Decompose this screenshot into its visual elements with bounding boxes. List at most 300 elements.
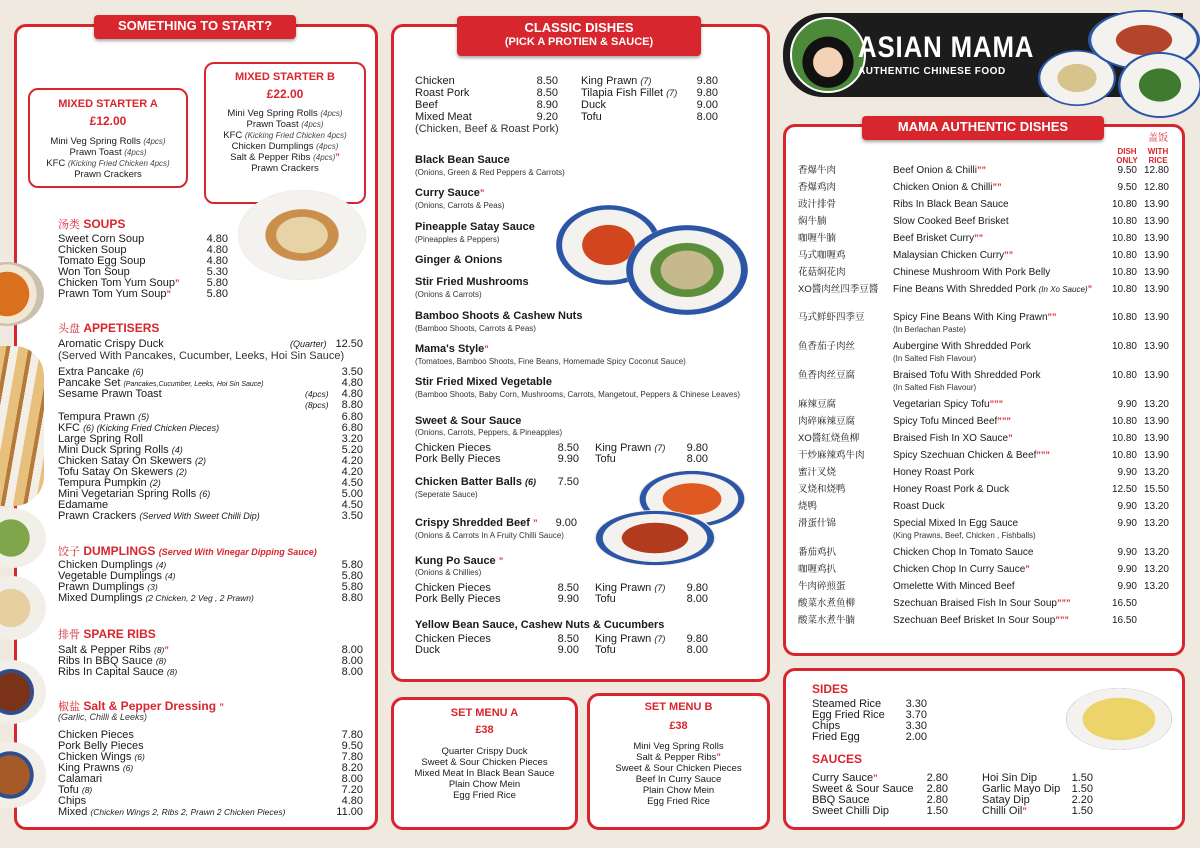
chilli-icon bbox=[1088, 284, 1093, 294]
option-name: Chicken Pieces bbox=[415, 633, 491, 645]
menu-item-name: KFC bbox=[58, 422, 80, 434]
option-note: (7) bbox=[654, 443, 666, 453]
sauce-label: Curry Sauce bbox=[415, 187, 480, 199]
dish-label: Ribs In Black Bean Sauce bbox=[893, 199, 1009, 210]
dish-name bbox=[893, 233, 983, 244]
yellow-name: Yellow Bean Sauce, Cashew Nuts & Cucumbers bbox=[415, 619, 665, 631]
protein-price: 9.80 bbox=[696, 87, 718, 99]
dish-zh: 叉烧和烧鸭 bbox=[798, 484, 846, 495]
dish-name bbox=[893, 581, 1015, 592]
menu-item-price: 8.00 bbox=[341, 773, 363, 785]
set-menu-item-label: Sweet & Sour Chicken Pieces bbox=[421, 757, 548, 768]
starter-item-name: Prawn Toast bbox=[246, 119, 299, 130]
menu-item-name: Calamari bbox=[58, 773, 103, 785]
dish-rice-price: 13.90 bbox=[1143, 233, 1169, 244]
menu-item-price: 4.50 bbox=[341, 499, 363, 511]
set-menu-item bbox=[587, 785, 770, 796]
duck-price: 12.50 bbox=[335, 338, 363, 350]
menu-item-name: Chicken Soup bbox=[58, 244, 127, 256]
sauce-note: (Bamboo Shoots, Baby Corn, Mushrooms, Carrots, Mangetout, Peppers & Chinese Leaves) bbox=[415, 390, 741, 399]
menu-item-price: 4.80 bbox=[341, 377, 363, 389]
dish-label: Chicken Onion & Chilli bbox=[893, 182, 993, 193]
protein-name: Roast Pork bbox=[415, 87, 470, 99]
starter-b-price: £22.00 bbox=[266, 87, 304, 101]
protein-name: Beef bbox=[415, 99, 438, 111]
menu-item-note: (2) bbox=[194, 456, 206, 466]
menu-item bbox=[58, 389, 162, 400]
sauce-note: (Onions, Green & Red Peppers & Carrots) bbox=[415, 168, 565, 177]
menu-item-name: Chilli Oil bbox=[982, 805, 1023, 817]
menu-item-price: 2.80 bbox=[926, 794, 948, 806]
starter-item-note: (Kicking Fried Chicken 4pcs) bbox=[67, 159, 170, 168]
dish-only-price: 10.80 bbox=[1111, 267, 1137, 278]
menu-item-note: (2) bbox=[176, 467, 188, 477]
menu-item-name: Pancake Set bbox=[58, 377, 121, 389]
dish-name bbox=[893, 199, 1009, 210]
dish-name bbox=[893, 165, 986, 176]
setA-title: SET MENU A bbox=[450, 707, 519, 719]
protein-note: (7) bbox=[666, 88, 678, 98]
batter-price: 7.50 bbox=[557, 476, 579, 488]
dish-name bbox=[893, 467, 974, 478]
menu-item-note: (2 Chicken, 2 Veg , 2 Prawn) bbox=[145, 593, 254, 603]
protein-name bbox=[581, 112, 602, 123]
menu-item-price: 1.50 bbox=[1071, 783, 1093, 795]
dish-only-price: 10.80 bbox=[1111, 416, 1137, 427]
sauce-name bbox=[415, 155, 510, 166]
dish-zh: 马式咖喱鸡 bbox=[798, 250, 846, 261]
set-menu-item-label: Quarter Crispy Duck bbox=[441, 746, 528, 757]
dish-only-price: 10.80 bbox=[1111, 450, 1137, 461]
saltpepper-heading: 椒盐 Salt & Pepper Dressing ” bbox=[58, 698, 224, 714]
sauce-name bbox=[415, 377, 552, 388]
batter-sub: (Seperate Sauce) bbox=[415, 490, 478, 499]
menu-item-note: (4) bbox=[155, 560, 167, 570]
protein-label: Duck bbox=[581, 99, 607, 111]
dish-label: Szechuan Beef Brisket In Sour Soup bbox=[893, 615, 1056, 626]
sauce-note: (Onions, Carrots & Peas) bbox=[415, 201, 505, 210]
menu-item-price: 5.80 bbox=[341, 570, 363, 582]
option-name: Duck bbox=[415, 644, 441, 656]
menu-item-price: 3.30 bbox=[905, 698, 927, 710]
dish-zh: 烧鸭 bbox=[798, 501, 818, 512]
dish-rice-price: 13.90 bbox=[1143, 216, 1169, 227]
option-name bbox=[595, 594, 616, 605]
protein-price: 8.50 bbox=[536, 75, 558, 87]
menu-item-price: 1.50 bbox=[1071, 805, 1093, 817]
dish-label: Braised Fish In XO Sauce bbox=[893, 433, 1009, 444]
dish-zh: 鱼香茄子肉丝 bbox=[798, 341, 856, 352]
set-menu-item-label: Mixed Meat In Black Bean Sauce bbox=[414, 768, 555, 779]
dish-rice-price: 13.90 bbox=[1143, 341, 1169, 352]
starter-item bbox=[206, 163, 364, 174]
dish-name bbox=[893, 450, 1050, 461]
menu-item-price: 3.70 bbox=[905, 709, 927, 721]
menu-item-price: 4.80 bbox=[206, 244, 228, 256]
sauce-label: Mama's Style bbox=[415, 343, 485, 355]
dish-name bbox=[893, 216, 1009, 227]
menu-item-price: 8.80 bbox=[341, 399, 363, 411]
protein-name: Mixed Meat bbox=[415, 111, 472, 123]
option-name: Chicken Pieces bbox=[415, 442, 491, 454]
dish-only-price: 9.90 bbox=[1117, 564, 1137, 575]
menu-item bbox=[58, 667, 177, 678]
dish-only-price: 10.80 bbox=[1111, 284, 1137, 295]
dish-only-price: 10.80 bbox=[1111, 370, 1137, 381]
menu-item-name: Chicken Satay On Skewers bbox=[58, 455, 192, 467]
sides-heading: SIDES bbox=[812, 682, 849, 696]
dish-only-price: 10.80 bbox=[1111, 233, 1137, 244]
menu-item-name: Steamed Rice bbox=[812, 698, 882, 710]
sauce-name bbox=[415, 222, 535, 233]
set-menu-item bbox=[587, 796, 770, 807]
menu-item-note: (3) bbox=[147, 582, 158, 592]
set-menu-item-label: Beef In Curry Sauce bbox=[635, 774, 722, 785]
dish-label: Chicken Chop In Curry Sauce bbox=[893, 564, 1026, 575]
starter-item-name: Prawn Crackers bbox=[74, 169, 142, 180]
chilli-icon bbox=[999, 399, 1004, 409]
menu-item-price: 2.80 bbox=[926, 783, 948, 795]
option-price: 8.00 bbox=[686, 644, 708, 656]
classic-banner: CLASSIC DISHES (PICK A PROTIEN & SAUCE) bbox=[457, 16, 701, 56]
starter-item bbox=[206, 141, 364, 152]
dish-zh: 番茄鸡扒 bbox=[798, 547, 837, 558]
menu-item-price: 9.50 bbox=[341, 740, 363, 752]
menu-item-note: (8) bbox=[155, 656, 167, 666]
set-menu-item-label: Egg Fried Rice bbox=[453, 790, 516, 801]
option-note: (7) bbox=[654, 583, 666, 593]
appetiser-image bbox=[0, 346, 44, 506]
menu-item-note: (6) bbox=[132, 367, 144, 377]
option-price: 8.50 bbox=[557, 633, 579, 645]
shredded-note: (Onions & Carrots In A Fruity Chilli Sauce) bbox=[415, 531, 564, 540]
menu-item-note: (8) bbox=[166, 667, 178, 677]
dish-only-price: 10.80 bbox=[1111, 216, 1137, 227]
dish-rice-price: 13.90 bbox=[1143, 370, 1169, 381]
menu-item-name: Pork Belly Pieces bbox=[58, 740, 144, 752]
soups-heading: 汤类 SOUPS bbox=[58, 217, 126, 231]
option-price: 9.00 bbox=[557, 644, 579, 656]
menu-item-price: 4.80 bbox=[341, 388, 363, 400]
dish-name bbox=[893, 399, 1003, 410]
dish-zh: 马式鲜虾四季豆 bbox=[798, 312, 865, 323]
menu-item-price: 2.80 bbox=[926, 772, 948, 784]
option-name: Pork Belly Pieces bbox=[415, 453, 501, 465]
menu-item bbox=[58, 807, 285, 818]
menu-item-name: Ribs In Capital Sauce bbox=[58, 666, 164, 678]
dish-zh: 酸菜水煮鱼柳 bbox=[798, 598, 856, 609]
dish-label: Fine Beans With Shredded Pork bbox=[893, 284, 1036, 295]
dish-only-price: 9.90 bbox=[1117, 581, 1137, 592]
protein-label: Tofu bbox=[581, 111, 602, 123]
classic-dish-image-2 bbox=[626, 225, 748, 315]
dish-zh: 焖牛腩 bbox=[798, 216, 827, 227]
dish-zh: 麻辣豆腐 bbox=[798, 399, 837, 410]
dish-only-price: 10.80 bbox=[1111, 250, 1137, 261]
dish-label: Omelette With Minced Beef bbox=[893, 581, 1015, 592]
set-menu-item bbox=[391, 746, 578, 757]
starter-b-box bbox=[204, 62, 366, 204]
dish-name bbox=[893, 518, 1018, 529]
dish-name bbox=[893, 484, 1009, 495]
menu-item bbox=[58, 593, 254, 604]
menu-item-price: 5.80 bbox=[341, 581, 363, 593]
menu-item-price: 6.80 bbox=[341, 422, 363, 434]
dish-rice-price: 13.90 bbox=[1143, 450, 1169, 461]
dish-note: (In Xo Sauce) bbox=[1038, 285, 1088, 294]
chilli-icon bbox=[164, 645, 169, 655]
menu-item-name: Tofu Satay On Skewers bbox=[58, 466, 173, 478]
dish-rice-price: 13.90 bbox=[1143, 312, 1169, 323]
menu-item-name: Garlic Mayo Dip bbox=[982, 783, 1061, 795]
chilli-icon bbox=[1022, 806, 1027, 816]
starter-item bbox=[30, 136, 186, 147]
dish-only-price: 9.90 bbox=[1117, 547, 1137, 558]
chilli-icon bbox=[1064, 615, 1069, 625]
menu-item-note: (6) bbox=[122, 763, 134, 773]
dish-label: Beef Onion & Chilli bbox=[893, 165, 977, 176]
starter-item-name: KFC bbox=[223, 130, 243, 141]
starter-a-title: MIXED STARTER A bbox=[58, 98, 158, 110]
menu-item-price: 5.20 bbox=[341, 444, 363, 456]
protein-label: King Prawn bbox=[581, 75, 638, 87]
chilli-icon bbox=[166, 289, 171, 299]
menu-item bbox=[812, 806, 889, 817]
brand-tagline: AUTHENTIC CHINESE FOOD bbox=[858, 66, 1006, 77]
menu-item-name: Fried Egg bbox=[812, 731, 860, 743]
chilli-icon bbox=[1008, 433, 1013, 443]
starter-item-name: Chicken Dumplings bbox=[231, 141, 314, 152]
rice-bowl-image bbox=[1066, 688, 1172, 750]
dish-name bbox=[893, 598, 1070, 609]
menu-item bbox=[982, 806, 1027, 817]
dish-zh: 香爆牛肉 bbox=[798, 165, 837, 176]
dish-label: Honey Roast Pork & Duck bbox=[893, 484, 1010, 495]
sweetsour-name: Sweet & Sour Sauce bbox=[415, 415, 522, 427]
option-name: Pork Belly Pieces bbox=[415, 593, 501, 605]
dish-rice-price: 13.20 bbox=[1143, 518, 1169, 529]
protein-name bbox=[581, 76, 651, 87]
chilli-icon bbox=[1025, 564, 1030, 574]
sauce-name bbox=[415, 277, 529, 288]
set-menu-item bbox=[391, 768, 578, 779]
starter-item-note: (4pcs) bbox=[301, 120, 324, 129]
menu-item-name: Mini Vegetarian Spring Rolls bbox=[58, 488, 197, 500]
starter-item-note: (4pcs) bbox=[124, 148, 147, 157]
dish-only-price: 10.80 bbox=[1111, 199, 1137, 210]
dish-zh: 鱼香肉丝豆腐 bbox=[798, 370, 856, 381]
option-price: 8.00 bbox=[686, 593, 708, 605]
menu-item-name: Large Spring Roll bbox=[58, 433, 143, 445]
protein-price: 8.00 bbox=[696, 111, 718, 123]
dish-name bbox=[893, 547, 1033, 558]
menu-item-note: (6) bbox=[134, 752, 145, 762]
dish-rice-price: 15.50 bbox=[1143, 484, 1169, 495]
saltpepper-note: (Garlic, Chilli & Leeks) bbox=[58, 712, 148, 722]
duck-name: Aromatic Crispy Duck bbox=[58, 338, 164, 350]
menu-item-price: 5.80 bbox=[341, 559, 363, 571]
dish-rice-price: 13.20 bbox=[1143, 467, 1169, 478]
menu-item-note: (2) bbox=[149, 478, 161, 488]
protein-price: 8.50 bbox=[536, 87, 558, 99]
set-menu-item bbox=[587, 741, 770, 752]
dish-name bbox=[893, 341, 1031, 352]
dish-rice-price: 13.20 bbox=[1143, 501, 1169, 512]
menu-item-name: Tomato Egg Soup bbox=[58, 255, 146, 267]
dish-rice-price: 12.80 bbox=[1143, 182, 1169, 193]
menu-item-name: Egg Fried Rice bbox=[812, 709, 885, 721]
dish-label: Spicy Tofu Minced Beef bbox=[893, 416, 998, 427]
sauce-note: (Bamboo Shoots, Carrots & Peas) bbox=[415, 324, 536, 333]
chilli-icon bbox=[175, 278, 180, 288]
dish-only-price: 9.90 bbox=[1117, 518, 1137, 529]
dish-name bbox=[893, 182, 1002, 193]
menu-item-price: 2.20 bbox=[1071, 794, 1093, 806]
option-price: 9.80 bbox=[686, 582, 708, 594]
option-price: 9.90 bbox=[557, 453, 579, 465]
batter-name: Chicken Batter Balls (6) bbox=[415, 476, 537, 488]
protein-label: Tilapia Fish Fillet bbox=[581, 87, 664, 99]
starter-item-name: Salt & Pepper Ribs bbox=[230, 152, 311, 163]
option-price: 8.50 bbox=[557, 582, 579, 594]
option-label: Tofu bbox=[595, 453, 616, 465]
menu-item-name: Mini Duck Spring Rolls bbox=[58, 444, 169, 456]
sweetsour-note: (Onions, Carrots, Peppers, & Pineapples) bbox=[415, 428, 563, 437]
menu-item-name: Vegetable Dumplings bbox=[58, 570, 162, 582]
menu-item-price: 5.00 bbox=[341, 488, 363, 500]
menu-item-name: Chips bbox=[812, 720, 841, 732]
protein-name bbox=[581, 100, 606, 111]
menu-item-price: 5.80 bbox=[206, 288, 228, 300]
dish-note: (In Salted Fish Flavour) bbox=[893, 383, 977, 392]
dish-zh: 蜜汁叉烧 bbox=[798, 467, 837, 478]
dish-zh: 牛肉碎煎蛋 bbox=[798, 581, 846, 592]
set-menu-item bbox=[391, 790, 578, 801]
starter-item-name: Mini Veg Spring Rolls bbox=[227, 108, 318, 119]
option-label: Tofu bbox=[595, 644, 616, 656]
option-price: 9.80 bbox=[686, 633, 708, 645]
dish-rice-price: 12.80 bbox=[1143, 165, 1169, 176]
menu-item-note: (5) bbox=[138, 412, 150, 422]
col-dish-label: DISH ONLY bbox=[1116, 147, 1138, 165]
option-name: Chicken Pieces bbox=[415, 582, 491, 594]
menu-item bbox=[58, 511, 260, 522]
dish-rice-price: 13.90 bbox=[1143, 250, 1169, 261]
dish-rice-price: 13.90 bbox=[1143, 267, 1169, 278]
set-menu-item bbox=[587, 763, 770, 774]
option-name bbox=[595, 645, 616, 656]
menu-item-note: (8) bbox=[154, 645, 165, 655]
menu-item-name: Chicken Tom Yum Soup bbox=[58, 277, 175, 289]
dish-rice-price: 13.20 bbox=[1143, 564, 1169, 575]
set-menu-item-label: Salt & Pepper Ribs bbox=[636, 752, 717, 763]
menu-item-name: Prawn Crackers bbox=[58, 510, 137, 522]
option-price: 8.00 bbox=[686, 453, 708, 465]
sauce-name bbox=[415, 188, 484, 199]
kungpo-note: (Onions & Chillies) bbox=[415, 568, 482, 577]
dish-name bbox=[893, 250, 1013, 261]
option-price: 9.90 bbox=[557, 593, 579, 605]
chilli-icon bbox=[480, 188, 485, 198]
set-menu-item bbox=[391, 779, 578, 790]
starter-item bbox=[206, 130, 364, 141]
dish-only-price: 10.80 bbox=[1111, 433, 1137, 444]
option-label: King Prawn bbox=[595, 442, 652, 454]
menu-item-price: 7.80 bbox=[341, 729, 363, 741]
starter-item bbox=[30, 169, 186, 180]
dish-rice-price: 13.90 bbox=[1143, 284, 1169, 295]
menu-item-name: Chips bbox=[58, 795, 87, 807]
dish-name bbox=[893, 370, 1041, 381]
mascot-logo bbox=[790, 17, 866, 93]
dish-label: Szechuan Braised Fish In Sour Soup bbox=[893, 598, 1057, 609]
option-label: Tofu bbox=[595, 593, 616, 605]
chilli-icon bbox=[1009, 250, 1014, 260]
protein-price: 9.80 bbox=[696, 75, 718, 87]
dish-note: (In Berlachan Paste) bbox=[893, 325, 966, 334]
dish-name bbox=[893, 501, 945, 512]
menu-item-price: 4.80 bbox=[206, 255, 228, 267]
menu-item-price: 8.80 bbox=[341, 592, 363, 604]
dish-only-price: 9.90 bbox=[1117, 467, 1137, 478]
option-price: 8.50 bbox=[557, 442, 579, 454]
menu-item-note: (4) bbox=[171, 445, 183, 455]
option-note: (7) bbox=[654, 634, 666, 644]
brand-name: ASIAN MAMA bbox=[858, 31, 1035, 64]
dish-label: Spicy Szechuan Chicken & Beef bbox=[893, 450, 1037, 461]
menu-item-name: BBQ Sauce bbox=[812, 794, 870, 806]
starter-item-name: Prawn Toast bbox=[69, 147, 122, 158]
header-dish-3 bbox=[1118, 52, 1200, 118]
menu-item-name: Mixed Dumplings bbox=[58, 592, 143, 604]
menu-item-price: 8.00 bbox=[341, 644, 363, 656]
menu-item-price: 4.80 bbox=[341, 795, 363, 807]
dish-only-price: 9.90 bbox=[1117, 501, 1137, 512]
chilli-icon bbox=[873, 773, 878, 783]
set-menu-item-label: Mini Veg Spring Rolls bbox=[633, 741, 724, 752]
duck-size: (Quarter) bbox=[290, 339, 327, 349]
shredded-price: 9.00 bbox=[555, 517, 577, 529]
menu-item-price: 8.00 bbox=[341, 666, 363, 678]
duck-note: (Served With Pancakes, Cucumber, Leeks, Hoi Sin Sauce) bbox=[58, 350, 345, 362]
dish-zh: 滑蛋什锦 bbox=[798, 518, 837, 529]
menu-item-price: 5.80 bbox=[206, 277, 228, 289]
menu-item-name: Chicken Pieces bbox=[58, 729, 134, 741]
dish-label: Honey Roast Pork bbox=[893, 467, 975, 478]
menu-item-name: Chicken Wings bbox=[58, 751, 132, 763]
menu-item-note: (6) bbox=[199, 489, 211, 499]
sauce-note: (Tomatoes, Bamboo Shoots, Fine Beans, Homemade Spicy Coconut Sauce) bbox=[415, 357, 686, 366]
starter-item-note: (4pcs) bbox=[313, 153, 336, 162]
menu-item-price: 4.20 bbox=[341, 466, 363, 478]
menu-item-note: (8pcs) bbox=[305, 400, 329, 410]
dish-only-price: 9.90 bbox=[1117, 399, 1137, 410]
menu-item-note: (4pcs) bbox=[305, 389, 329, 399]
set-menu-item bbox=[587, 752, 770, 763]
menu-item-name: Sweet & Sour Sauce bbox=[812, 783, 914, 795]
dish-zh: 干炒麻辣鸡牛肉 bbox=[798, 450, 865, 461]
chilli-icon bbox=[997, 182, 1002, 192]
menu-item-name: Won Ton Soup bbox=[58, 266, 130, 278]
sauce-name bbox=[415, 344, 489, 355]
dish-label: Spicy Fine Beans With King Prawn bbox=[893, 312, 1048, 323]
option-label: King Prawn bbox=[595, 633, 652, 645]
starter-item-name: Prawn Crackers bbox=[251, 163, 319, 174]
sauce-label: Ginger & Onions bbox=[415, 254, 503, 266]
menu-item-name: Chicken Dumplings bbox=[58, 559, 153, 571]
sauce-name bbox=[415, 311, 582, 322]
sauce-label: Stir Fried Mushrooms bbox=[415, 276, 529, 288]
